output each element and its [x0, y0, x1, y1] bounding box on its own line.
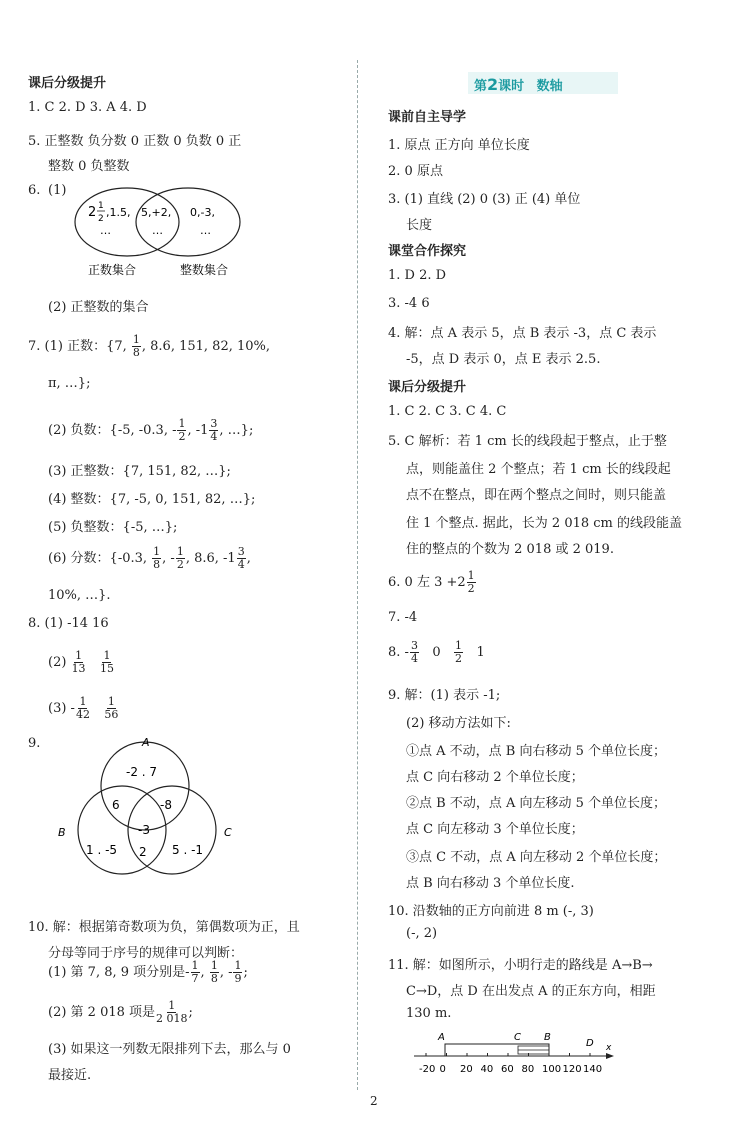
- lesson-banner: 第2课时 数轴: [468, 72, 618, 94]
- label-c: C: [224, 826, 232, 839]
- q7-part3: (3) 正整数：{7, 151, 82, …};: [48, 464, 231, 479]
- after-q9-line-e: ③点 C 不动，点 A 向左移动 2 个单位长度；: [406, 850, 667, 865]
- region-ac: -8: [160, 798, 172, 812]
- region-c-only: 5 . -1: [172, 843, 204, 857]
- axis-tick-label: 80: [521, 1064, 535, 1075]
- venn1-mid-dots: …: [152, 224, 163, 237]
- circle-b: [78, 786, 166, 874]
- venn1-left-frac-num: 1: [98, 201, 104, 211]
- q10-part1: (1) 第 7, 8, 9 项分别是- $\frac{1}{7}$ , $\frac{1}{8}$ , - $\frac{1}{9}$ ;: [48, 959, 248, 985]
- venn1-label-integer: 整数集合: [180, 263, 229, 277]
- after-q5-line2: 点，则能盖住 2 个整点；若 1 cm 长的线段起: [406, 462, 671, 477]
- positive-set-ellipse: [75, 188, 179, 256]
- after-q5-line1: 5. C 解析：若 1 cm 长的线段起于整点，止于整: [388, 434, 667, 449]
- q6-part2: (2) 正整数的集合: [48, 300, 149, 315]
- q10-part3-line2: 最接近.: [48, 1068, 92, 1083]
- q10-part3-line1: (3) 如果这一列数无限排列下去，那么与 0: [48, 1042, 291, 1057]
- q10-line2: 分母等同于序号的规律可以判断：: [48, 946, 244, 961]
- q9-number: 9.: [28, 736, 41, 751]
- after-q9-part2: (2) 移动方法如下:: [406, 716, 511, 731]
- venn1-mid: 5,+2,: [141, 206, 172, 219]
- after-q9-line-d: 点 C 向左移动 3 个单位长度；: [406, 822, 584, 837]
- q10-line1: 10. 解：根据第奇数项为负，第偶数项为正，且: [28, 920, 300, 935]
- class-q3: 3. -4 6: [388, 296, 430, 311]
- label-b: B: [58, 826, 66, 839]
- number-line-figure: [408, 1030, 620, 1080]
- q8-part2: (2) $\frac{1}{13}$ $\frac{1}{15}$: [48, 649, 114, 675]
- venn1-right-dots: …: [200, 224, 211, 237]
- answer-q1-4: 1. C 2. D 3. A 4. D: [28, 100, 147, 115]
- section-heading-after-class: 课后分级提升: [388, 380, 467, 395]
- venn-diagram-three-circles: [50, 734, 250, 894]
- q7-part1-line1: 7. (1) 正数：{7, $\frac{1}{8}$ , 8.6, 151, 82, 10%,: [28, 333, 271, 359]
- integer-set-ellipse: [136, 188, 240, 256]
- venn1-label-positive: 正数集合: [88, 263, 137, 277]
- q7-part4: (4) 整数：{7, -5, 0, 151, 82, …};: [48, 492, 256, 507]
- column-divider: [357, 60, 358, 1090]
- venn1-left-frac-den: 2: [98, 214, 104, 224]
- q7-part6-line1: (6) 分数：{-0.3, $\frac{1}{8}$ , - $\frac{1}{2}$ , 8.6, -1 $\frac{3}{4}$ ,: [48, 545, 251, 571]
- axis-tick-label: 20: [460, 1064, 473, 1075]
- point-c-label: C: [514, 1032, 521, 1043]
- after-q10-line2: (-, 2): [406, 926, 438, 941]
- pre-q3-line2: 长度: [406, 218, 433, 233]
- after-q11-line2: C→D，点 D 在出发点 A 的正东方向，相距: [406, 984, 656, 999]
- axis-x-label: x: [606, 1043, 612, 1053]
- region-b-only: 1 . -5: [86, 843, 118, 857]
- venn1-left-dots: …: [100, 224, 111, 237]
- axis-tick-label: 60: [501, 1064, 514, 1075]
- region-a-only: -2 . 7: [126, 765, 158, 779]
- after-q1-4: 1. C 2. C 3. C 4. C: [388, 404, 507, 419]
- venn-diagram-number-sets: [70, 184, 290, 284]
- axis-tick-label: 140: [583, 1064, 603, 1075]
- after-q11-line3: 130 m.: [406, 1006, 452, 1021]
- after-q8: 8. - $\frac{3}{4}$ 0 $\frac{1}{2}$ 1: [388, 639, 485, 665]
- answer-q5-line2: 整数 0 负整数: [48, 159, 130, 174]
- after-q7: 7. -4: [388, 610, 418, 625]
- section-heading-pre-class: 课前自主导学: [388, 110, 467, 125]
- point-a-label: A: [438, 1032, 445, 1043]
- point-b-label: B: [544, 1032, 551, 1043]
- class-q4-line1: 4. 解：点 A 表示 5，点 B 表示 -3，点 C 表示: [388, 326, 657, 341]
- page-number: 2: [370, 1094, 378, 1108]
- pre-q3-line1: 3. (1) 直线 (2) 0 (3) 正 (4) 单位: [388, 192, 581, 207]
- after-q5-line4: 住 1 个整点. 据此，长为 2 018 cm 的线段能盖: [406, 516, 683, 531]
- region-ab: 6: [112, 798, 120, 812]
- q7-part2: (2) 负数：{-5, -0.3, - $\frac{1}{2}$ , -1 $\frac{3}{4}$ , …};: [48, 417, 254, 443]
- q8-part3: (3) - $\frac{1}{42}$ $\frac{1}{56}$: [48, 695, 119, 721]
- q7-part6-line2: 10%, …}.: [48, 588, 111, 603]
- after-q6: 6. 0 左 3 +2 $\frac{1}{2}$: [388, 569, 475, 595]
- q7-part5: (5) 负整数：{-5, …};: [48, 520, 178, 535]
- venn1-left-rest: ,1.5,: [106, 206, 131, 219]
- after-q5-line3: 点不在整点，即在两个整点之间时，则只能盖: [406, 488, 667, 503]
- venn1-right: 0,-3,: [190, 206, 215, 219]
- answer-q5-line1: 5. 正整数 负分数 0 正数 0 负数 0 正: [28, 134, 242, 149]
- q6-number: 6.: [28, 183, 41, 198]
- after-q9-line-f: 点 B 向右移动 3 个单位长度.: [406, 876, 575, 891]
- section-heading-left: 课后分级提升: [28, 76, 107, 91]
- axis-tick-label: 100: [542, 1064, 562, 1075]
- q10-part2: (2) 第 2 018 项是 $\frac{1}{2 018}$ ;: [48, 999, 193, 1025]
- class-q1-2: 1. D 2. D: [388, 268, 447, 283]
- q7-part1-line2: π, …};: [48, 376, 91, 391]
- q8-part1: 8. (1) -14 16: [28, 616, 109, 631]
- pre-q2: 2. 0 原点: [388, 164, 443, 179]
- region-bc: 2: [139, 845, 147, 859]
- q6-part1-label: (1): [48, 183, 67, 198]
- axis-tick-label: -20: [419, 1064, 436, 1075]
- axis-tick-label: 40: [480, 1064, 494, 1075]
- after-q5-line5: 住的整点的个数为 2 018 或 2 019.: [406, 542, 614, 557]
- axis-arrow-icon: [606, 1053, 614, 1059]
- after-q9-line-c: ②点 B 不动，点 A 向左移动 5 个单位长度；: [406, 796, 667, 811]
- region-center: -3: [138, 823, 150, 837]
- after-q9-line-b: 点 C 向右移动 2 个单位长度；: [406, 770, 584, 785]
- point-d-label: D: [586, 1038, 594, 1049]
- label-a: A: [142, 736, 150, 749]
- after-q11-line1: 11. 解：如图所示，小明行走的路线是 A→B→: [388, 958, 653, 973]
- pre-q1: 1. 原点 正方向 单位长度: [388, 138, 530, 153]
- after-q9: 9. 解：(1) 表示 -1;: [388, 688, 501, 703]
- venn1-left-whole: 2: [88, 205, 97, 220]
- axis-tick-label: 0: [439, 1064, 446, 1075]
- class-q4-line2: -5，点 D 表示 0，点 E 表示 2.5.: [406, 352, 601, 367]
- section-heading-in-class: 课堂合作探究: [388, 244, 467, 259]
- after-q10-line1: 10. 沿数轴的正方向前进 8 m (-, 3): [388, 904, 594, 919]
- axis-tick-label: 120: [562, 1064, 582, 1075]
- after-q9-line-a: ①点 A 不动，点 B 向右移动 5 个单位长度；: [406, 744, 667, 759]
